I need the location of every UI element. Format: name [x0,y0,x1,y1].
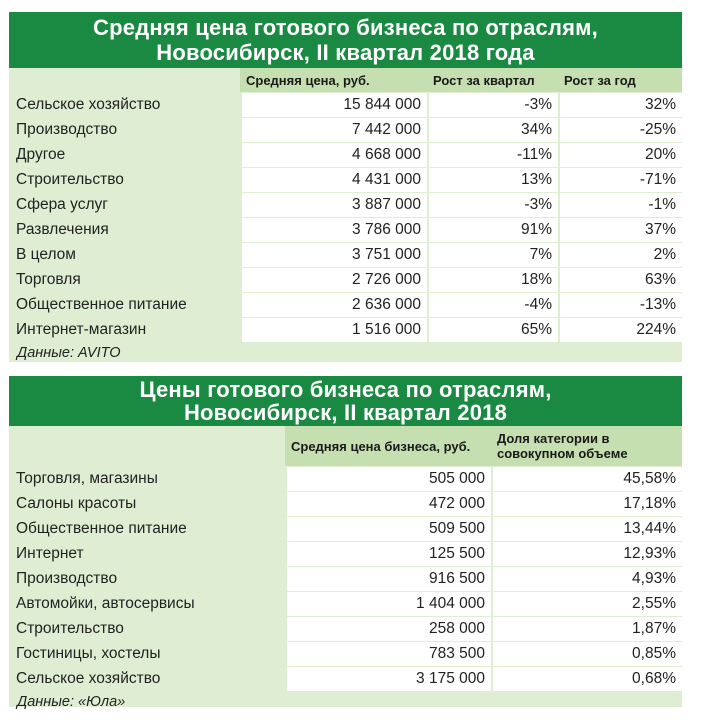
row-label: Интернет [9,541,285,566]
row-label: Гостиницы, хостелы [9,641,285,666]
table2-title-line1: Цены готового бизнеса по отраслям, [139,377,552,402]
avg-price-cell: 509 500 [285,516,491,541]
row-label: Производство [9,566,285,591]
table-row [9,616,682,641]
table-row [9,466,682,491]
avg-price-cell: 505 000 [285,466,491,491]
year-growth-cell: 32% [558,92,682,117]
table-row [9,142,682,167]
table1-header-year: Рост за год [558,68,682,92]
table1-source: Данные: AVITO [17,345,121,361]
table2-header-share: Доля категории в совокупном объеме [491,426,682,466]
year-growth-cell: 37% [558,217,682,242]
table1-header-row [9,68,682,92]
quarter-growth-cell: -3% [427,92,558,117]
avg-price-cell: 3 175 000 [285,666,491,691]
avg-price-cell: 472 000 [285,491,491,516]
row-label: Общественное питание [9,516,285,541]
row-label: Другое [9,142,240,167]
avg-price-cell: 4 431 000 [240,167,427,192]
table1-title-line1: Средняя цена готового бизнеса по отраслям, [93,15,598,40]
avg-price-cell: 3 786 000 [240,217,427,242]
quarter-growth-cell: 34% [427,117,558,142]
quarter-growth-cell: 7% [427,242,558,267]
quarter-growth-cell: 18% [427,267,558,292]
table1-header-quarter: Рост за квартал [427,68,558,92]
quarter-growth-cell: 65% [427,317,558,342]
avg-price-cell: 258 000 [285,616,491,641]
avg-price-cell: 3 751 000 [240,242,427,267]
row-label: Производство [9,117,240,142]
share-cell: 12,93% [491,541,682,566]
share-cell: 2,55% [491,591,682,616]
row-label: Строительство [9,616,285,641]
table1-block [9,12,682,362]
share-cell: 45,58% [491,466,682,491]
table2-title [9,376,682,426]
table-row [9,217,682,242]
table1 [9,68,682,342]
table2-header-price: Средняя цена бизнеса, руб. [285,426,491,466]
row-label: Общественное питание [9,292,240,317]
quarter-growth-cell: 13% [427,167,558,192]
table-row [9,242,682,267]
row-label: Торговля, магазины [9,466,285,491]
year-growth-cell: -13% [558,292,682,317]
table-row [9,666,682,691]
year-growth-cell: 63% [558,267,682,292]
quarter-growth-cell: -4% [427,292,558,317]
row-label: Сельское хозяйство [9,92,240,117]
table-row [9,641,682,666]
row-label: Торговля [9,267,240,292]
share-cell: 4,93% [491,566,682,591]
year-growth-cell: -1% [558,192,682,217]
avg-price-cell: 4 668 000 [240,142,427,167]
table-row [9,591,682,616]
avg-price-cell: 125 500 [285,541,491,566]
avg-price-cell: 7 442 000 [240,117,427,142]
table-row [9,566,682,591]
year-growth-cell: -25% [558,117,682,142]
avg-price-cell: 783 500 [285,641,491,666]
avg-price-cell: 2 726 000 [240,267,427,292]
share-cell: 0,85% [491,641,682,666]
table2-header-blank [9,426,285,466]
table1-header-price: Средняя цена, руб. [240,68,427,92]
quarter-growth-cell: -3% [427,192,558,217]
quarter-growth-cell: 91% [427,217,558,242]
row-label: Сфера услуг [9,192,240,217]
avg-price-cell: 15 844 000 [240,92,427,117]
table-row [9,491,682,516]
share-cell: 0,68% [491,666,682,691]
table2-source: Данные: «Юла» [17,694,126,710]
avg-price-cell: 1 516 000 [240,317,427,342]
table1-title-line2: Новосибирск, II квартал 2018 года [156,40,535,65]
quarter-growth-cell: -11% [427,142,558,167]
table-row [9,167,682,192]
year-growth-cell: -71% [558,167,682,192]
share-cell: 13,44% [491,516,682,541]
table2 [9,426,682,691]
year-growth-cell: 20% [558,142,682,167]
table1-title [9,12,682,68]
table-row [9,117,682,142]
table-row [9,92,682,117]
table-row [9,516,682,541]
row-label: Развлечения [9,217,240,242]
table-row [9,317,682,342]
table-row [9,267,682,292]
avg-price-cell: 916 500 [285,566,491,591]
share-cell: 1,87% [491,616,682,641]
table-row [9,541,682,566]
row-label: В целом [9,242,240,267]
table2-title-line2: Новосибирск, II квартал 2018 [183,400,508,425]
avg-price-cell: 1 404 000 [285,591,491,616]
row-label: Салоны красоты [9,491,285,516]
share-cell: 17,18% [491,491,682,516]
table2-block [9,376,682,710]
table-row [9,292,682,317]
table-row [9,192,682,217]
avg-price-cell: 2 636 000 [240,292,427,317]
row-label: Строительство [9,167,240,192]
table2-header-row [9,426,682,466]
row-label: Сельское хозяйство [9,666,285,691]
year-growth-cell: 2% [558,242,682,267]
avg-price-cell: 3 887 000 [240,192,427,217]
year-growth-cell: 224% [558,317,682,342]
row-label: Интернет-магазин [9,317,240,342]
table1-header-blank [9,68,240,92]
row-label: Автомойки, автосервисы [9,591,285,616]
